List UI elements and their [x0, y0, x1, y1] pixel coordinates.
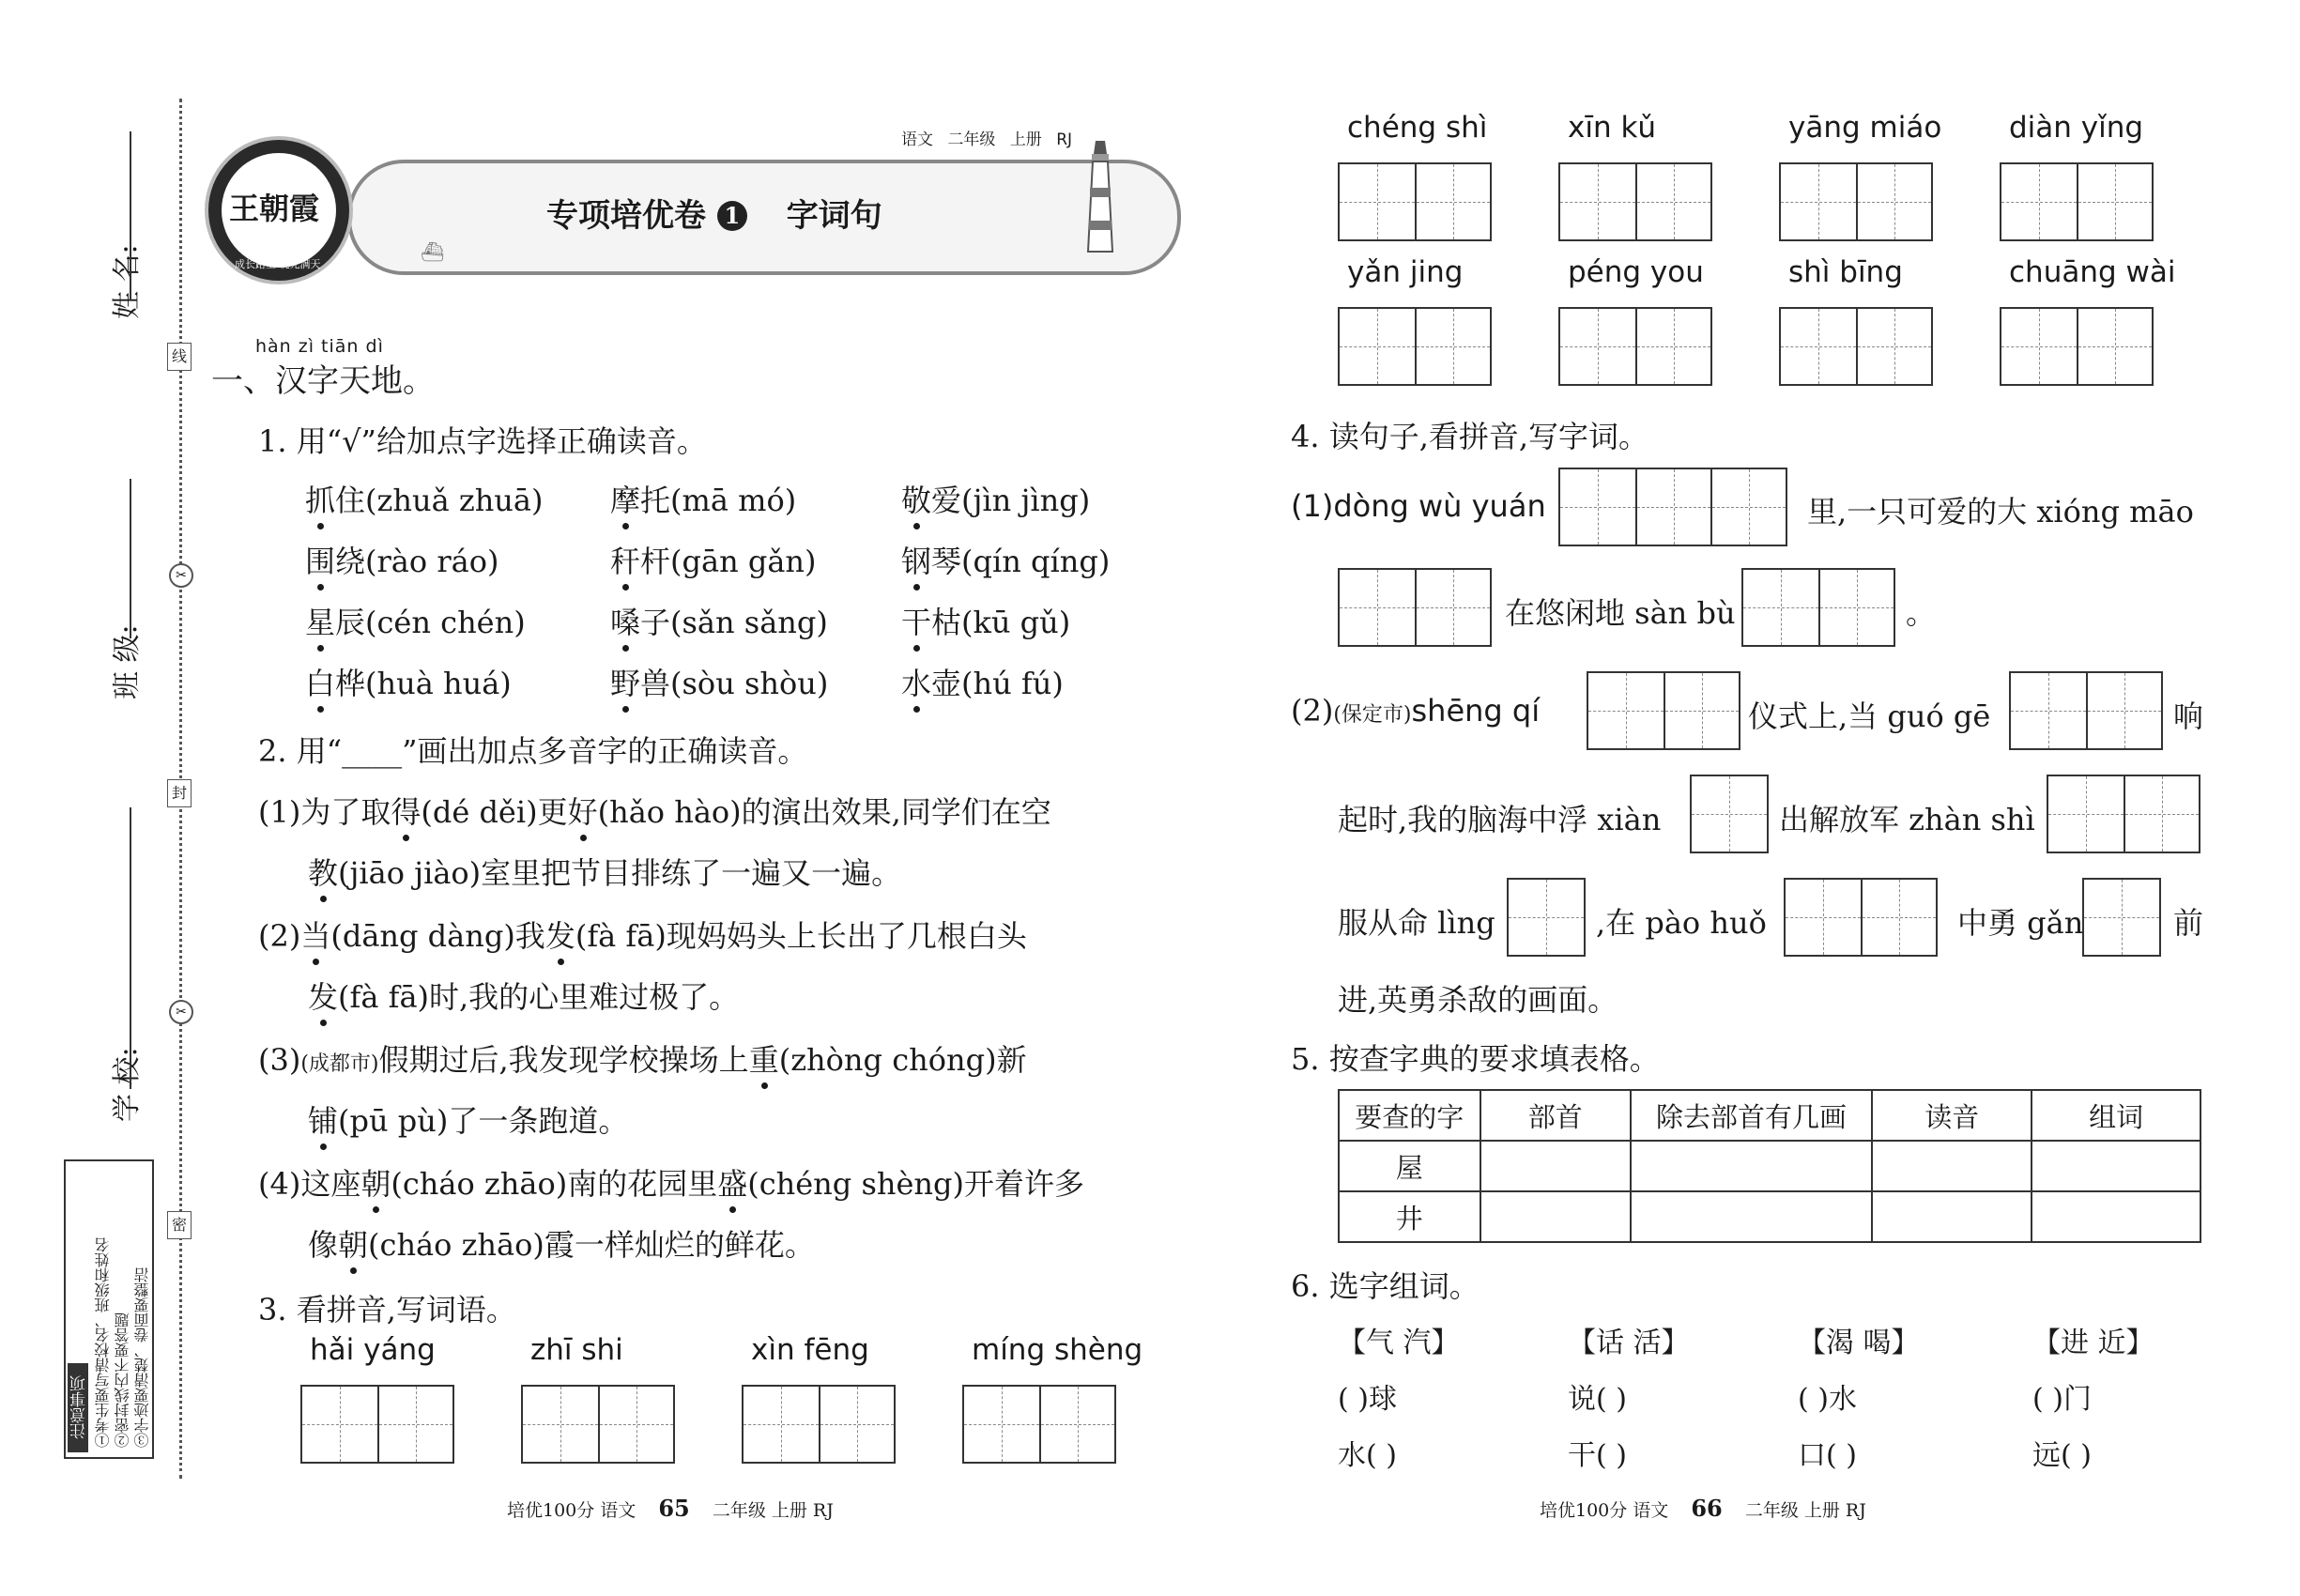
answer-box[interactable]: [1338, 568, 1492, 647]
table-header: 部首: [1480, 1090, 1631, 1141]
table-cell[interactable]: [1480, 1141, 1631, 1191]
answer-box[interactable]: [1338, 162, 1492, 241]
q1-item-rest: 琴(qín qíng): [931, 544, 1111, 579]
table-row: [1339, 1141, 2200, 1191]
footer-text: 培优100分 语文: [507, 1500, 636, 1521]
q6-blank[interactable]: ( )水: [1798, 1383, 1857, 1416]
q4-s2h: ,在 pào huǒ: [1596, 905, 1767, 941]
q4-s1c: 在悠闲地 sàn bù: [1505, 595, 1736, 631]
q2-tag: (成都市): [300, 1052, 379, 1076]
pinyin-label: yāng miáo: [1788, 111, 1942, 145]
pinyin-label: xīn kǔ: [1568, 111, 1657, 145]
dotted-char: 摩: [610, 477, 640, 520]
q5-title: 5. 按查字典的要求填表格。: [1291, 1041, 1660, 1077]
table-cell[interactable]: [1480, 1191, 1631, 1242]
q3-title: 3. 看拼音,写词语。: [258, 1292, 516, 1327]
q6-group: 【气 汽】: [1338, 1327, 1460, 1359]
notice-title: 注意事项: [68, 1363, 88, 1452]
school-label: 学 校:: [111, 1047, 144, 1122]
q6-blank[interactable]: 干( ): [1568, 1439, 1627, 1472]
q6-group: 【渴 喝】: [1798, 1327, 1920, 1359]
footer-rest: 二年级 上册 RJ: [1744, 1500, 1866, 1521]
answer-box[interactable]: [2000, 162, 2154, 241]
table-cell-char: 井: [1339, 1191, 1480, 1242]
q1-item-rest: 辰(cén chén): [335, 605, 526, 640]
q1-item: [901, 660, 1064, 703]
answer-box[interactable]: [1779, 307, 1933, 386]
q1-item-rest: 子(sǎn sǎng): [640, 605, 828, 640]
table-cell[interactable]: [1872, 1191, 2032, 1242]
q4-s1d: 。: [1906, 595, 1937, 631]
q2-line: (2)当(dāng dàng)我发(fà fā)现妈妈头上长出了几根白头: [258, 913, 1027, 956]
pinyin-label: diàn yǐng: [2009, 111, 2144, 145]
pinyin-label: péng you: [1568, 255, 1704, 289]
q1-item: [901, 477, 1090, 520]
page-number: 65: [658, 1495, 690, 1522]
q2-line: 教(jiāo jiào)室里把节目排练了一遍又一遍。: [308, 850, 901, 893]
table-cell[interactable]: [1631, 1141, 1872, 1191]
dotted-char: 白: [305, 660, 335, 703]
title-prefix: 专项培优卷: [546, 197, 706, 235]
page-title: [546, 190, 882, 236]
footer-rest: 二年级 上册 RJ: [712, 1500, 834, 1521]
answer-box[interactable]: [2082, 878, 2161, 957]
q6-blank[interactable]: 远( ): [2032, 1439, 2092, 1472]
q4-s1a: (1)dòng wù yuán: [1291, 488, 1546, 524]
pinyin-label: míng shèng: [972, 1333, 1143, 1367]
q4-s2g: 服从命 lìng: [1338, 905, 1495, 941]
table-row: [1339, 1191, 2200, 1242]
table-cell-char: 屋: [1339, 1141, 1480, 1191]
pinyin-label: yǎn jing: [1347, 255, 1464, 289]
cut-mark-feng: 封: [167, 779, 192, 807]
pinyin-label: xìn fēng: [751, 1333, 869, 1367]
q6-group: 【话 活】: [1568, 1327, 1690, 1359]
dotted-char: 钢: [901, 538, 931, 581]
q1-item: [305, 477, 543, 520]
answer-box[interactable]: [2047, 775, 2200, 853]
answer-box[interactable]: [521, 1385, 675, 1464]
table-header-row: [1339, 1090, 2200, 1141]
section1-pinyin: hàn zì tiān dì: [255, 336, 384, 357]
q4-s2j: 前: [2173, 905, 2204, 941]
dotted-char: 干: [901, 599, 931, 642]
q4-s2f: 出解放军 zhàn shì: [1779, 802, 2035, 837]
q2-title: 2. 用“____”画出加点多音字的正确读音。: [258, 733, 808, 769]
q6-group: 【进 近】: [2032, 1327, 2154, 1359]
q4-s2k: 进,英勇杀敌的画面。: [1338, 982, 1618, 1018]
table-cell[interactable]: [2032, 1191, 2200, 1242]
pinyin-label: zhī shi: [530, 1333, 623, 1367]
q6-blank[interactable]: ( )球: [1338, 1383, 1397, 1416]
q1-item-rest: 枯(kū gǔ): [931, 605, 1071, 640]
meta-volume: 上册: [1009, 130, 1042, 149]
table-header: 要查的字: [1339, 1090, 1480, 1141]
q2-line: (1)为了取得(dé děi)更好(hǎo hào)的演出效果,同学们在空: [258, 789, 1051, 832]
answer-box[interactable]: [962, 1385, 1116, 1464]
notice-box: [64, 1159, 154, 1459]
lighthouse-icon: [1084, 141, 1116, 253]
q1-item: [901, 599, 1070, 642]
q1-title: 1. 用“√”给加点字选择正确读音。: [258, 423, 707, 459]
q1-item: [610, 538, 817, 581]
q1-item: [610, 599, 828, 642]
q1-item-rest: 绕(rào ráo): [335, 544, 499, 579]
answer-box[interactable]: [1507, 878, 1586, 957]
q6-blank[interactable]: 水( ): [1338, 1439, 1397, 1472]
dotted-char: 嗓: [610, 599, 640, 642]
boat-icon: ⛴: [421, 240, 445, 263]
q4-s2a: (2)(保定市)shēng qí: [1291, 693, 1541, 729]
footer-text: 培优100分 语文: [1540, 1500, 1669, 1521]
footer-right: [1540, 1495, 1866, 1522]
q2-line: 发(fà fā)时,我的心里难过极了。: [308, 974, 739, 1017]
dotted-char: 星: [305, 599, 335, 642]
q6-title: 6. 选字组词。: [1291, 1268, 1480, 1304]
answer-box[interactable]: [742, 1385, 896, 1464]
q1-item-rest: 住(zhuǎ zhuā): [335, 483, 544, 518]
cut-mark-mi: 密: [167, 1211, 192, 1239]
answer-box[interactable]: [1741, 568, 1895, 647]
school-line[interactable]: [130, 807, 131, 1089]
q1-item: [610, 660, 828, 703]
q1-item-rest: 兽(sòu shòu): [640, 666, 829, 701]
title-main: 字词句: [786, 197, 882, 235]
dictionary-table: [1338, 1089, 2201, 1243]
pinyin-label: hǎi yáng: [310, 1333, 436, 1367]
q1-item: [901, 538, 1110, 581]
answer-box[interactable]: [300, 1385, 454, 1464]
answer-box[interactable]: [1779, 162, 1933, 241]
meta-edition: RJ: [1056, 130, 1073, 149]
table-cell[interactable]: [1872, 1141, 2032, 1191]
table-header: 组词: [2032, 1090, 2200, 1141]
q1-item-rest: 桦(huà huá): [335, 666, 512, 701]
footer-left: [507, 1495, 834, 1522]
pinyin-label: shì bīng: [1788, 255, 1903, 289]
q2-line: (3)(成都市)假期过后,我发现学校操场上重(zhòng chóng)新: [258, 1036, 1027, 1080]
meta-subject: 语文: [901, 130, 933, 149]
answer-box[interactable]: [2000, 307, 2154, 386]
dotted-char: 敬: [901, 477, 931, 520]
q4-tag: (保定市): [1333, 703, 1412, 727]
answer-box[interactable]: [1558, 162, 1712, 241]
scissor-icon: ✂: [169, 1000, 193, 1024]
q2-line: 铺(pū pù)了一条跑道。: [308, 1097, 628, 1141]
name-line[interactable]: [130, 131, 131, 300]
q6-blank[interactable]: ( )门: [2032, 1383, 2092, 1416]
header-meta: [901, 126, 1072, 149]
logo-text: 王朝霞: [229, 191, 320, 226]
table-cell[interactable]: [2032, 1141, 2200, 1191]
section1-title: 一、汉字天地。: [211, 362, 435, 400]
answer-box[interactable]: [1558, 468, 1787, 546]
dotted-char: 野: [610, 660, 640, 703]
dotted-char: 抓: [305, 477, 335, 520]
dotted-char: 围: [305, 538, 335, 581]
cut-mark-xian: 线: [167, 343, 192, 371]
q1-item: [305, 538, 498, 581]
q4-s2i: 中勇 gǎn: [1957, 905, 2084, 941]
dotted-char: 水: [901, 660, 931, 703]
q1-item-rest: 托(mā mó): [640, 483, 797, 518]
notice-item: ③字迹要清楚、卷面要整洁: [133, 1267, 151, 1448]
table-header: 除去部首有几画: [1631, 1090, 1872, 1141]
table-header: 读音: [1872, 1090, 2032, 1141]
answer-box[interactable]: [1587, 671, 1740, 750]
q1-item: [305, 660, 512, 703]
q4-title: 4. 读句子,看拼音,写字词。: [1291, 419, 1649, 454]
q4-s2c: 仪式上,当 guó gē: [1748, 698, 1991, 734]
q4-s2d: 响: [2173, 698, 2204, 734]
class-line[interactable]: [130, 479, 131, 638]
q2-line: (4)这座朝(cháo zhāo)南的花园里盛(chéng shèng)开着许多: [258, 1160, 1084, 1204]
q1-item-rest: 壶(hú fú): [931, 666, 1064, 701]
q4-s1b: 里,一只可爱的大 xióng māo: [1807, 494, 2194, 529]
answer-box[interactable]: [2009, 671, 2163, 750]
pinyin-label: chéng shì: [1347, 111, 1488, 145]
dotted-char: 秆: [610, 538, 640, 581]
q1-item-rest: 杆(gān gǎn): [640, 544, 817, 579]
q4-s2e: 起时,我的脑海中浮 xiàn: [1338, 802, 1662, 837]
meta-grade: 二年级: [947, 130, 996, 149]
answer-box[interactable]: [1690, 775, 1769, 853]
class-label: 班 级:: [111, 624, 144, 699]
name-label: 姓 名:: [111, 244, 144, 319]
q2-line: 像朝(cháo zhāo)霞一样灿烂的鲜花。: [308, 1221, 815, 1265]
q6-blank[interactable]: 口( ): [1798, 1439, 1857, 1472]
table-cell[interactable]: [1631, 1191, 1872, 1242]
page-number: 66: [1691, 1495, 1723, 1522]
answer-box[interactable]: [1558, 307, 1712, 386]
q1-item: [305, 599, 526, 642]
notice-item: ①考生要写清校名、班级和姓名: [94, 1237, 112, 1448]
logo-sub: 成长路上 说光满天: [235, 258, 321, 270]
q1-item-rest: 爱(jìn jìng): [931, 483, 1091, 518]
notice-item: ②密封线内不要答题: [114, 1312, 131, 1448]
answer-box[interactable]: [1338, 307, 1492, 386]
logo-badge: [205, 136, 353, 284]
q6-blank[interactable]: 说( ): [1568, 1383, 1627, 1416]
scissor-icon: ✂: [169, 563, 193, 588]
title-number-badge: 1: [717, 201, 747, 231]
answer-box[interactable]: [1784, 878, 1938, 957]
pinyin-label: chuāng wài: [2009, 255, 2176, 289]
q1-item: [610, 477, 796, 520]
